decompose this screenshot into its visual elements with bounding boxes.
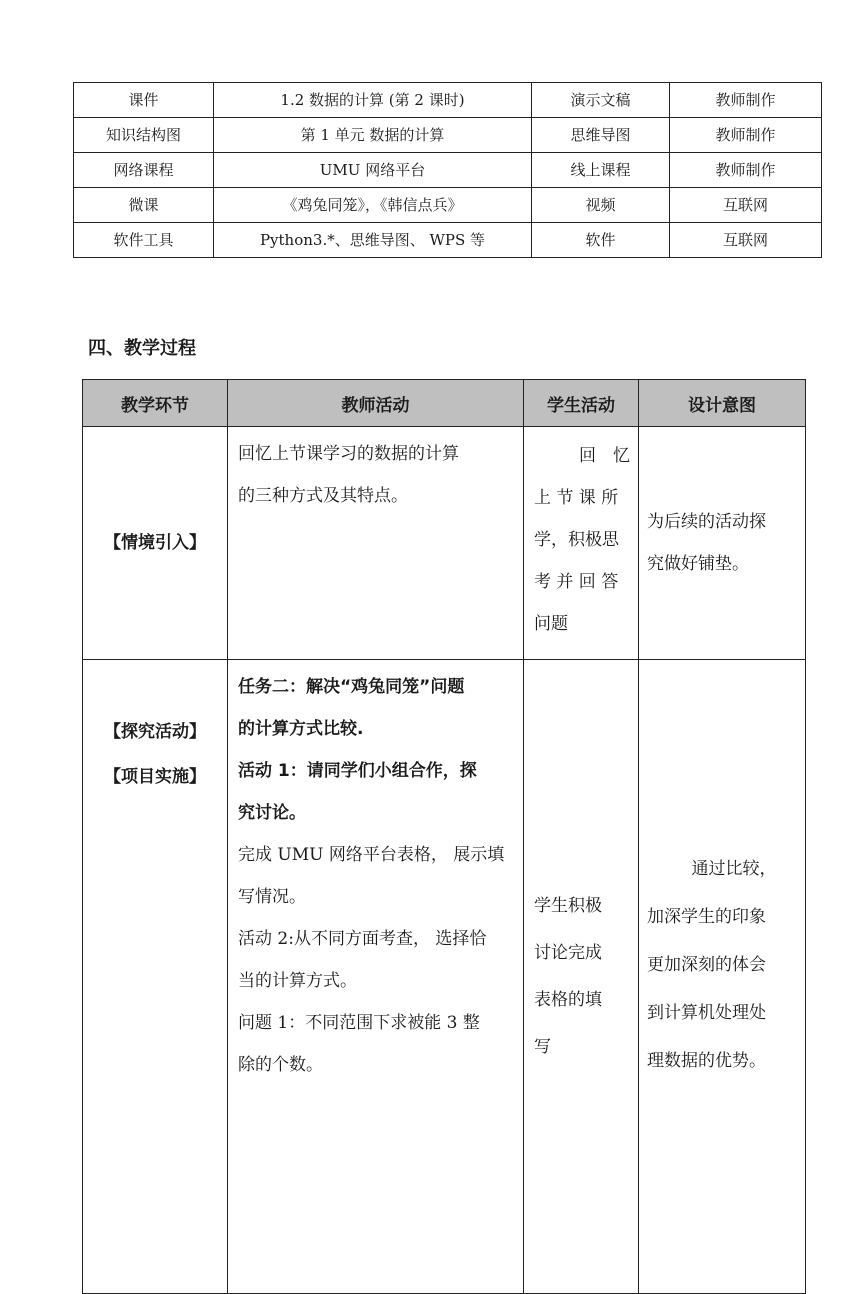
stage-label: 【情境引入】 — [104, 532, 206, 553]
stage-label: 【探究活动】 — [104, 722, 206, 742]
student-line: 讨论完成 — [534, 942, 602, 963]
table-row — [74, 153, 822, 188]
header-stage: 教学环节 — [83, 380, 228, 427]
table-header-row — [83, 380, 806, 427]
header-student-activity: 学生活动 — [524, 380, 639, 427]
teacher-line: 回忆上节课学习的数据的计算 — [238, 444, 459, 464]
student-line: 上 节 课 所 — [534, 488, 619, 508]
intent-line: 到计算机处理处 — [647, 1003, 766, 1023]
table-row — [74, 223, 822, 258]
table-row — [74, 83, 822, 118]
resource-source-cell: 教师制作 — [670, 118, 822, 153]
header-teacher-activity: 教师活动 — [228, 380, 524, 427]
resource-type-cell: 知识结构图 — [74, 118, 214, 153]
intent-line: 究做好铺垫。 — [647, 554, 749, 574]
resource-type-cell: 网络课程 — [74, 153, 214, 188]
student-line: 学生积极 — [534, 895, 602, 916]
teacher-line: 的三种方式及其特点。 — [238, 486, 408, 506]
teacher-task-line: 究讨论。 — [238, 803, 306, 823]
design-intent-cell — [639, 427, 806, 660]
resource-format-cell: 线上课程 — [532, 153, 670, 188]
resource-table — [73, 82, 822, 258]
resource-format-cell: 演示文稿 — [532, 83, 670, 118]
resource-name-cell: 1.2 数据的计算 (第 2 课时) — [214, 83, 532, 118]
table-row — [74, 118, 822, 153]
student-activity-cell — [524, 660, 639, 1294]
design-intent-cell — [639, 660, 806, 1294]
teacher-line: 除的个数。 — [238, 1055, 323, 1075]
table-row — [83, 660, 806, 1294]
teacher-activity-cell — [228, 427, 524, 660]
section-title: 四、教学过程 — [88, 338, 196, 359]
stage-cell — [83, 660, 228, 1294]
teacher-task-line: 的计算方式比较. — [238, 719, 364, 739]
student-activity-cell — [524, 427, 639, 660]
resource-type-cell: 微课 — [74, 188, 214, 223]
teacher-line: 完成 UMU 网络平台表格， 展示填 — [238, 845, 505, 865]
resource-source-cell: 教师制作 — [670, 153, 822, 188]
resource-type-cell: 课件 — [74, 83, 214, 118]
intent-line: 通过比较， — [691, 859, 777, 879]
student-line: 学，积极思 — [534, 530, 619, 550]
student-line: 回 忆 — [579, 446, 630, 466]
resource-source-cell: 互联网 — [670, 188, 822, 223]
resource-format-cell: 思维导图 — [532, 118, 670, 153]
stage-cell — [83, 427, 228, 660]
table-row — [74, 188, 822, 223]
header-design-intent: 设计意图 — [639, 380, 806, 427]
teacher-line: 问题 1：不同范围下求被能 3 整 — [238, 1013, 480, 1033]
resource-format-cell: 视频 — [532, 188, 670, 223]
resource-name-cell: 第 1 单元 数据的计算 — [214, 118, 532, 153]
stage-label: 【项目实施】 — [104, 767, 206, 787]
teacher-line: 写情况。 — [238, 887, 306, 907]
teaching-process-table — [82, 379, 806, 1294]
teacher-activity-cell — [228, 660, 524, 1294]
resource-name-cell: 《鸡兔同笼》，《韩信点兵》 — [214, 188, 532, 223]
intent-line: 理数据的优势。 — [647, 1051, 766, 1071]
teacher-task-line: 活动 1：请同学们小组合作，探 — [238, 761, 477, 781]
student-line: 写 — [534, 1036, 551, 1057]
resource-type-cell: 软件工具 — [74, 223, 214, 258]
table-row — [83, 427, 806, 660]
teacher-task-line: 任务二：解决“鸡兔同笼”问题 — [238, 677, 465, 697]
resource-name-cell: Python3.*、思维导图、 WPS 等 — [214, 223, 532, 258]
resource-format-cell: 软件 — [532, 223, 670, 258]
student-line: 表格的填 — [534, 989, 602, 1010]
student-line: 考 并 回 答 — [534, 572, 619, 592]
resource-name-cell: UMU 网络平台 — [214, 153, 532, 188]
resource-source-cell: 互联网 — [670, 223, 822, 258]
teacher-line: 当的计算方式。 — [238, 971, 357, 991]
intent-line: 更加深刻的体会 — [647, 955, 766, 975]
intent-line: 为后续的活动探 — [647, 512, 766, 532]
student-line: 问题 — [534, 614, 568, 634]
resource-source-cell: 教师制作 — [670, 83, 822, 118]
teacher-line: 活动 2:从不同方面考查， 选择恰 — [238, 929, 487, 949]
intent-line: 加深学生的印象 — [647, 907, 766, 927]
